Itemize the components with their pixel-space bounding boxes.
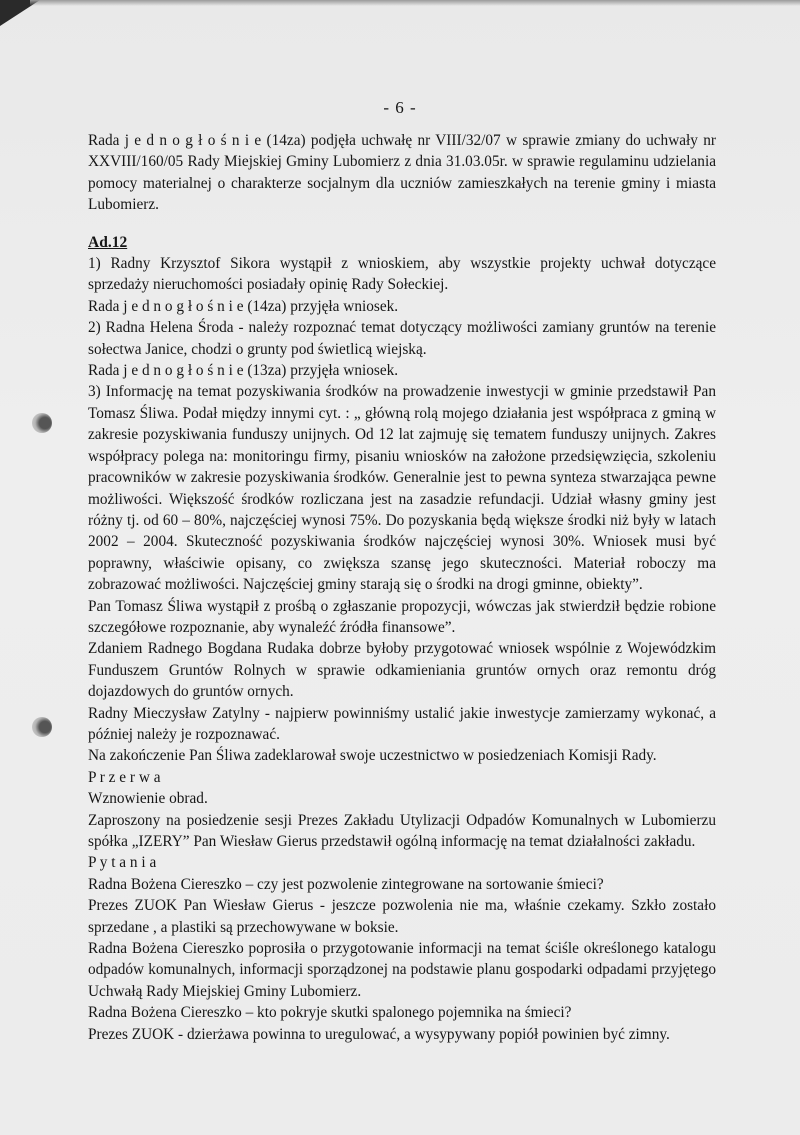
paragraph: Prezes ZUOK - dzierżawa powinna to uregulować, a wysypywany popiół powinien być zimny.: [88, 1025, 670, 1043]
paragraph: Prezes ZUOK Pan Wiesław Gierus - jeszcze pozwolenia nie ma, właśnie czekamy. Szkło zostało sprzedane , a plastiki są przechowywane w boksie.: [88, 897, 716, 936]
paragraph: Zaproszony na posiedzenie sesji Prezes Zakładu Utylizacji Odpadów Komunalnych w Lubomierzu spółka „IZERY” Pan Wiesław Gierus przedstawił ogólną informację na temat działalności zakładu.: [88, 811, 716, 850]
punch-hole-lower: [32, 717, 52, 737]
page-top-edge-shadow: [30, 0, 800, 6]
punch-hole-upper: [32, 413, 52, 433]
paragraph: 3) Informację na temat pozyskiwania środków na prowadzenie inwestycji w gminie przedstawił Pan Tomasz Śliwa. Podał między innymi cyt. : „ główną rolą mojego działania jest współpraca z gminą w zakresie pozyskiwania funduszy unijnych. Od 12 lat zajmuję się tematem funduszy unijnych. Zakres współpracy polega na: monitoringu firmy, pisaniu wniosków na założone przedsięwzięcia, szkoleniu pracowników w zakresie pozyskiwania środków. Generalnie jest to pewna synteza stwarzająca pewne możliwości. Większość środków rozliczana jest na zasadzie refundacji. Udział własny gminy jest różny tj. od 60 – 80%, najczęściej wynosi 75%. Do pozyskania będą większe środki niż były w latach 2002 – 2004. Skuteczność pozyskiwania środków najczęściej wynosi 30%. Wniosek musi być poprawny, właściwie opisany, co zwiększa szansę jego skuteczności. Materiał roboczy ma zobrazować możliwości. Najczęściej gminy starają się o środki na drogi gminne, obiekty”.: [88, 383, 716, 594]
document-body: [88, 130, 716, 1045]
paragraph: 2) Radna Helena Środa - należy rozpoznać temat dotyczący możliwości zamiany gruntów na terenie sołectwa Janice, chodzi o grunty pod świetlicą wiejską.: [88, 319, 716, 358]
paragraph: Radna Bożena Ciereszko poprosiła o przygotowanie informacji na temat ściśle określonego katalogu odpadów komunalnych, informacji sporządzonej na podstawie planu gospodarki odpadami przyjętego Uchwałą Rady Miejskiej Gminy Lubomierz.: [88, 940, 716, 1000]
paragraph: Rada j e d n o g ł o ś n i e (14za) przyjęła wniosek.: [88, 297, 399, 315]
paragraph: Rada j e d n o g ł o ś n i e (13za) przyjęła wniosek.: [88, 362, 399, 380]
paragraph: Rada j e d n o g ł o ś n i e (14za) podjęła uchwałę nr VIII/32/07 w sprawie zmiany do uchwały nr XXVIII/160/05 Rady Miejskiej Gminy Lubomierz z dnia 31.03.05r. w sprawie regulaminu udzielania pomocy materialnej o charakterze socjalnym dla uczniów zamieszkałych na terenie gminy i miasta Lubomierz.: [88, 132, 716, 214]
paragraph: P y t a n i a: [88, 854, 157, 872]
paragraph: P r z e r w a: [88, 768, 161, 786]
paragraph: Zdaniem Radnego Bogdana Rudaka dobrze byłoby przygotować wniosek wspólnie z Wojewódzkim Funduszem Gruntów Rolnych w sprawie odkamieniania gruntów ornych oraz remontu dróg dojazdowych do gruntów ornych.: [88, 640, 716, 701]
paragraph: Na zakończenie Pan Śliwa zadeklarował swoje uczestnictwo w posiedzeniach Komisji Rady.: [88, 747, 657, 765]
paragraph: Pan Tomasz Śliwa wystąpił z prośbą o zgłaszanie propozycji, wówczas jak stwierdził będzie robione szczegółowe rozpoznanie, aby wynaleźć źródła finansowe”.: [88, 597, 716, 636]
paragraph: Radna Bożena Ciereszko – czy jest pozwolenie zintegrowane na sortowanie śmieci?: [88, 875, 604, 893]
paragraph: 1) Radny Krzysztof Sikora wystąpił z wnioskiem, aby wszystkie projekty uchwał dotyczące sprzedaży nieruchomości posiadały opinię Rady Sołeckiej.: [88, 255, 716, 294]
section-heading: Ad.12: [88, 233, 128, 251]
paragraph: Radny Mieczysław Zatylny - najpierw powinniśmy ustalić jakie inwestycje zamierzamy wykonać, a później należy je rozpoznawać.: [88, 704, 716, 743]
paragraph: Radna Bożena Ciereszko – kto pokryje skutki spalonego pojemnika na śmieci?: [88, 1004, 572, 1022]
page-number: - 6 -: [383, 98, 417, 117]
paragraph: Wznowienie obrad.: [88, 790, 208, 808]
